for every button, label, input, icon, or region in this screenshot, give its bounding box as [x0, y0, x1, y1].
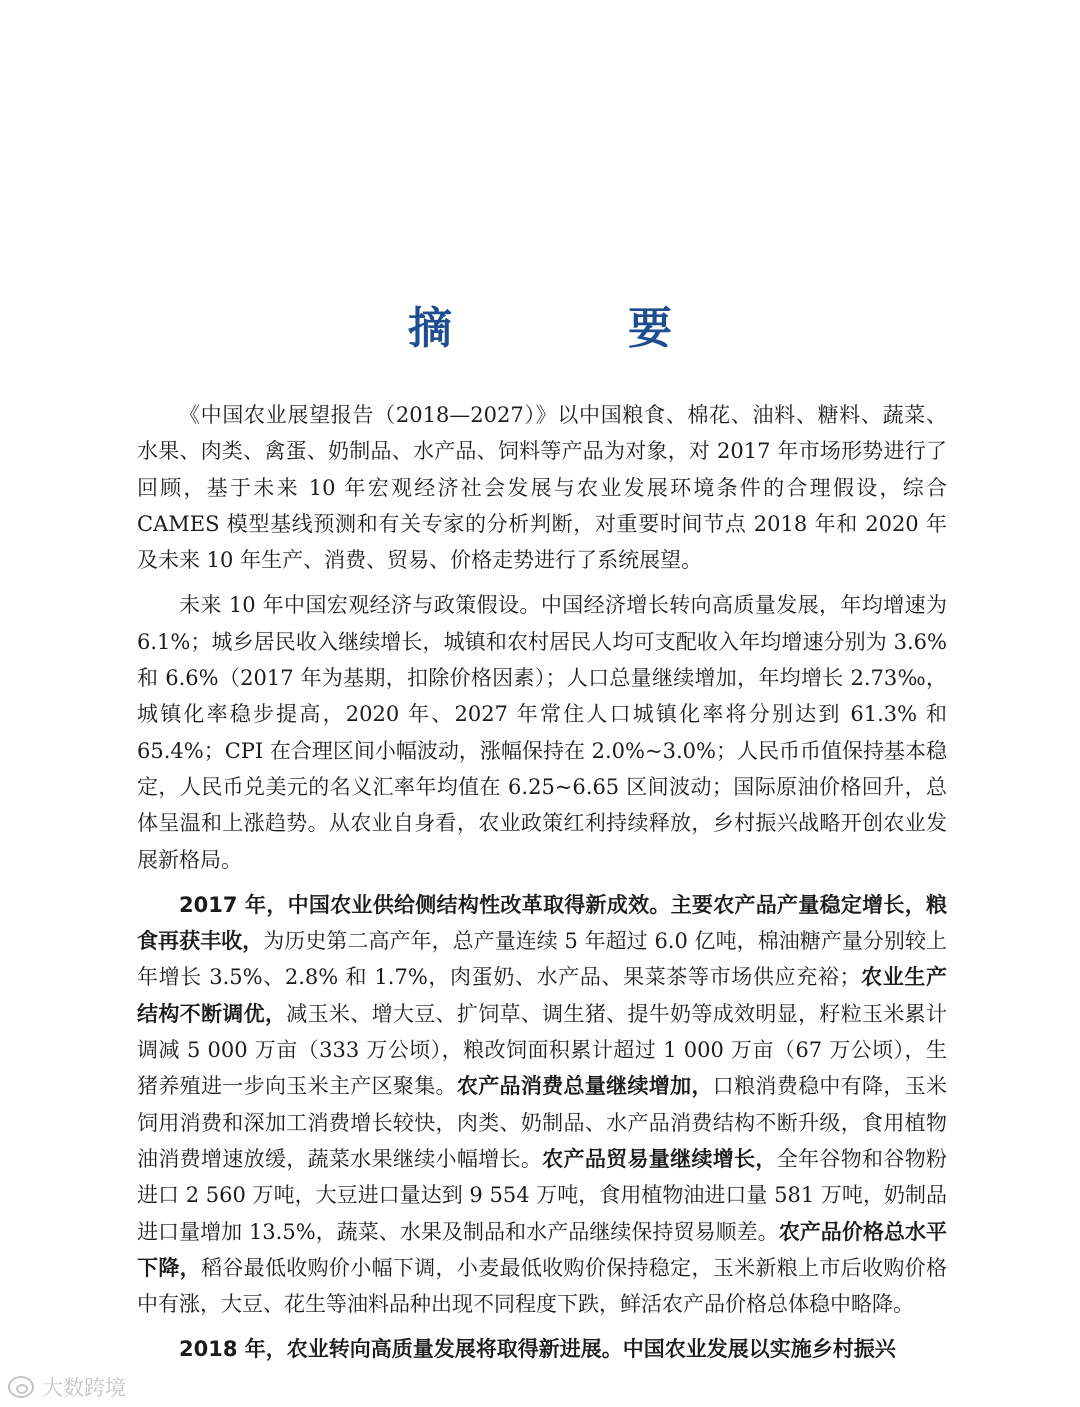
watermark — [8, 1372, 126, 1402]
paragraph — [137, 397, 947, 578]
body-text: 为历史第二高产年，总产量连续 5 年超过 6.0 亿吨，棉油糖产量分别较上年增长 3.5%、2.8% 和 1.7%，肉蛋奶、水产品、果菜茶等市场供应充裕； — [137, 929, 947, 990]
body-text: 全年谷物和谷物粉进口 2 560 万吨，大豆进口量达到 9 554 万吨，食用植物油进口量 581 万吨，奶制品进口量增加 13.5%，蔬菜、水果及制品和水产品继续保持贸易顺差。 — [137, 1146, 948, 1244]
bold-text: 2017 年，中国农业供给侧结构性改革取得新成效。主要农产品产量稳定增长，粮食再获丰收， — [137, 892, 947, 954]
body-text: 减玉米、增大豆、扩饲草、调生猪、提牛奶等成效明显，籽粒玉米累计调减 5 000 万亩（333 万公顷），粮改饲面积累计超过 1 000 万亩（67 万公顷），生猪养殖进一步向玉米主产区聚集。 — [137, 1001, 948, 1099]
bold-text: 农产品价格总水平下降， — [137, 1219, 948, 1280]
abstract-body — [137, 397, 947, 1377]
page-title: 摘 要 — [408, 303, 738, 354]
bold-text: 农业生产结构不断调优， — [137, 965, 948, 1026]
bold-text: 2018 年，农业转向高质量发展将取得新进展。中国农业发展以实施乡村振兴 — [179, 1337, 896, 1362]
watermark-text: 大数跨境 — [42, 1376, 126, 1400]
body-text: 《中国农业展望报告（2018—2027）》以中国粮食、棉花、油料、糖料、蔬菜、水果、肉类、禽蛋、奶制品、水产品、饲料等产品为对象，对 2017 年市场形势进行了回顾，基于未来 10 年宏观经济社会发展与农业发展环境条件的合理假设，综合 CAMES 模型基线预测和有关专家的分析判断，对重要时间节点 2018 年和 2020 年及未来 10 年生产、消费、贸易、价格走势进行了系统展望。 — [137, 403, 947, 573]
paragraph — [137, 1331, 947, 1367]
paragraph — [137, 587, 947, 877]
paragraph — [137, 887, 947, 1323]
watermark-logo-icon — [8, 1376, 34, 1398]
body-text: 口粮消费稳中有降，玉米饲用消费和深加工消费增长较快，肉类、奶制品、水产品消费结构不断升级，食用植物油消费增速放缓，蔬菜水果继续小幅增长。 — [137, 1074, 948, 1171]
bold-text: 农产品消费总量继续增加， — [456, 1074, 713, 1099]
bold-text: 农产品贸易量继续增长， — [542, 1146, 777, 1171]
body-text: 稻谷最低收购价小幅下调，小麦最低收购价保持稳定，玉米新粮上市后收购价格中有涨，大豆、花生等油料品种出现不同程度下跌，鲜活农产品价格总体稳中略降。 — [137, 1255, 948, 1317]
body-text: 未来 10 年中国宏观经济与政策假设。中国经济增长转向高质量发展，年均增速为 6.1%；城乡居民收入继续增长，城镇和农村居民人均可支配收入年均增速分别为 3.6% 和 6.6%（2017 年为基期，扣除价格因素）；人口总量继续增加，年均增长 2.73‰，城镇化率稳步提高，2020 年、2027 年常住人口城镇化率将分别达到 61.3% 和 65.4%；CPI 在合理区间小幅波动，涨幅保持在 2.0%~3.0%；人民币币值保持基本稳定，人民币兑美元的名义汇率年均值在 6.25~6.65 区间波动；国际原油价格回升，总体呈温和上涨趋势。从农业自身看，农业政策红利持续释放，乡村振兴战略开创农业发展新格局。 — [137, 593, 947, 872]
